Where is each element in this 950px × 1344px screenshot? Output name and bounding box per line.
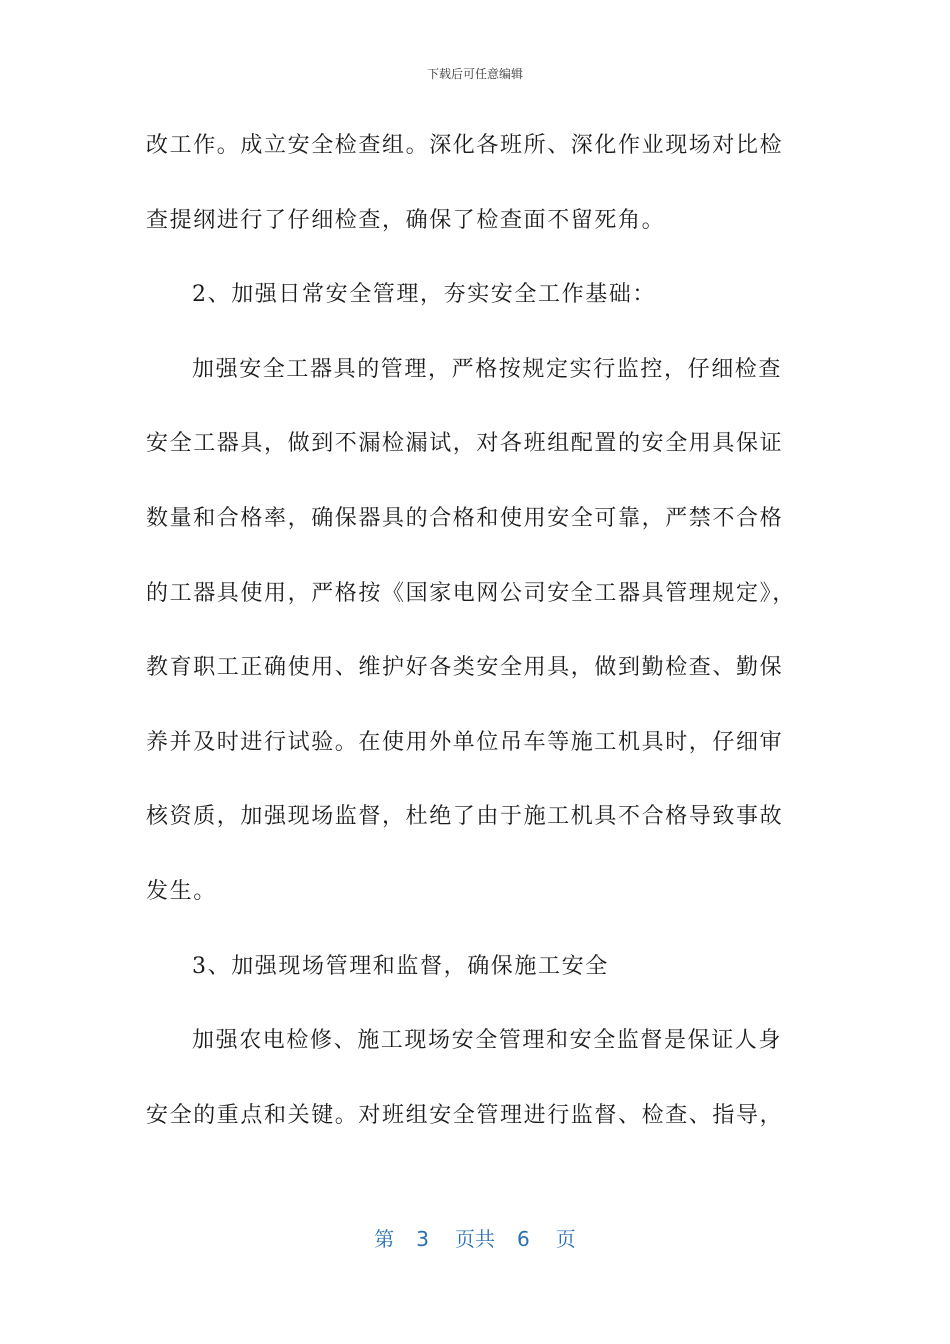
section-heading: 3、加强现场管理和监督，确保施工安全 (192, 953, 609, 979)
total-page-number: 6 (517, 1227, 530, 1251)
page-footer (0, 1226, 950, 1252)
page-label-prefix: 第 (374, 1227, 395, 1251)
body-line: 的工器具使用，严格按《国家电网公司安全工器具管理规定》， (146, 580, 796, 606)
body-line: 养并及时进行试验。在使用外单位吊车等施工机具时，仔细审 (146, 729, 784, 755)
body-line: 安全的重点和关键。对班组安全管理进行监督、检查、指导， (146, 1102, 784, 1128)
current-page-number: 3 (416, 1227, 429, 1251)
body-line: 教育职工正确使用、维护好各类安全用具，做到勤检查、勤保 (146, 655, 784, 681)
body-line: 核资质，加强现场监督，杜绝了由于施工机具不合格导致事故 (146, 804, 784, 830)
body-line: 加强农电检修、施工现场安全管理和安全监督是保证人身 (192, 1028, 783, 1054)
body-line: 查提纲进行了仔细检查，确保了检查面不留死角。 (146, 207, 666, 233)
section-heading: 2、加强日常安全管理，夯实安全工作基础： (192, 282, 656, 308)
body-line: 发生。 (146, 878, 217, 904)
document-body (146, 126, 806, 1170)
body-line: 改工作。成立安全检查组。深化各班所、深化作业现场对比检 (146, 133, 784, 158)
body-line: 数量和合格率，确保器具的合格和使用安全可靠，严禁不合格 (146, 505, 784, 531)
page-label-suffix: 页 (555, 1227, 576, 1251)
body-line: 安全工器具，做到不漏检漏试，对各班组配置的安全用具保证 (146, 431, 784, 457)
page-header: 下载后可任意编辑 (426, 67, 523, 81)
page-label-mid: 页共 (455, 1227, 495, 1251)
body-line: 加强安全工器具的管理，严格按规定实行监控，仔细检查 (192, 356, 783, 382)
